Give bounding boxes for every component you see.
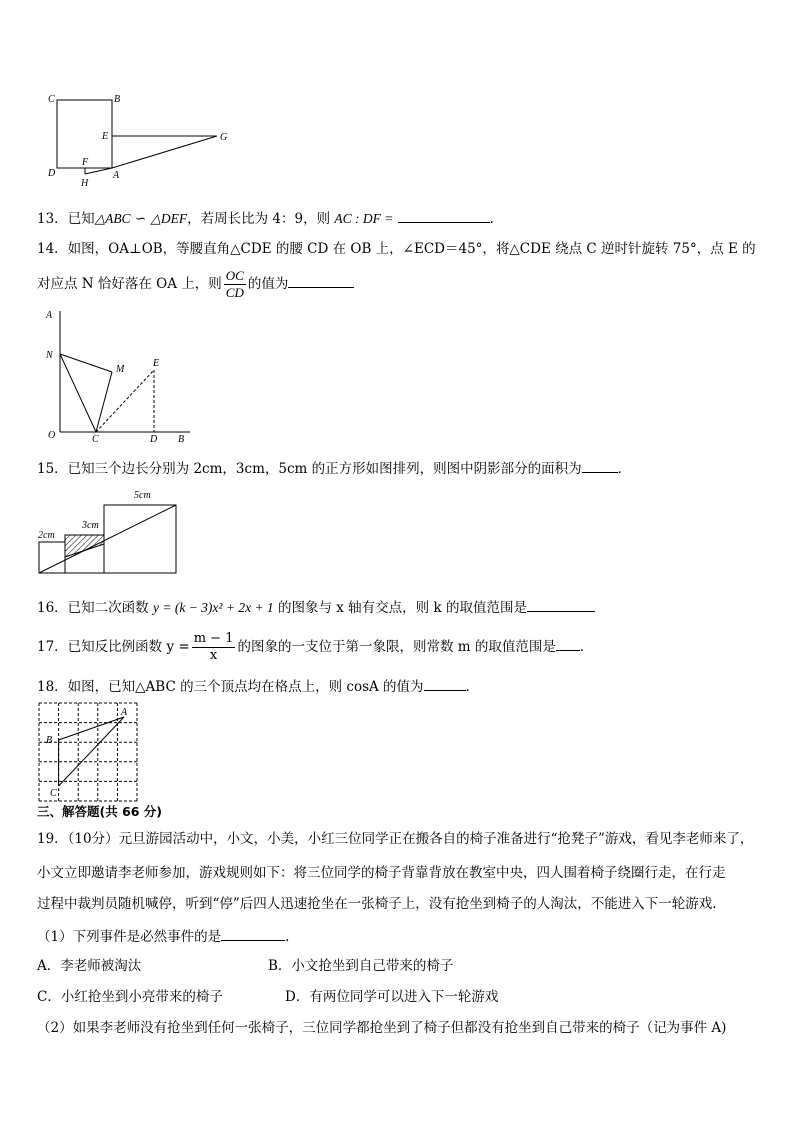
fig15-diagonal bbox=[39, 505, 176, 573]
fig14-label-o: O bbox=[48, 430, 56, 441]
q19-sub1-text: （1）下列事件是必然事件的是 bbox=[37, 929, 222, 945]
question-14-line2 bbox=[37, 264, 354, 304]
fig12-label-b: B bbox=[114, 94, 121, 105]
section-3-title: 三、解答题(共 66 分) bbox=[37, 804, 163, 819]
q17-pre: 17．已知反比例函数 y = bbox=[37, 639, 190, 655]
q15-text: 15．已知三个边长分别为 2cm，3cm，5cm 的正方形如图排列，则图中阴影部分的面积为 bbox=[37, 461, 582, 477]
q14-line2-pre: 对应点 N 恰好落在 OA 上，则 bbox=[37, 276, 222, 292]
q14-frac-num: OC bbox=[225, 268, 244, 283]
fig14-segment-nc bbox=[60, 354, 96, 432]
figure-q18 bbox=[36, 700, 141, 805]
fig15-label-5cm: 5cm bbox=[134, 490, 151, 501]
fig14-label-m: M bbox=[116, 364, 125, 375]
figure-q14 bbox=[40, 308, 200, 443]
fig12-label-h: H bbox=[81, 178, 89, 189]
question-17 bbox=[37, 626, 593, 668]
figure-q12 bbox=[40, 88, 240, 193]
q17-frac-num: m − 1 bbox=[193, 631, 234, 646]
question-19-line2: 小文立即邀请李老师参加，游戏规则如下：将三位同学的椅子背靠背放在教室中央，四人围着椅子绕圈行走，在行走 bbox=[37, 865, 726, 881]
q13-ratio: AC : DF = bbox=[334, 211, 394, 226]
fig12-segment-ha bbox=[85, 168, 112, 174]
question-19-option-a: A．李老师被淘汰 bbox=[37, 958, 142, 974]
q13-number: 13． bbox=[37, 211, 68, 227]
q17-answer-blank[interactable] bbox=[556, 636, 580, 651]
q18-end: ． bbox=[465, 679, 480, 695]
fig12-label-g: G bbox=[220, 132, 228, 143]
q15-end: ． bbox=[617, 461, 632, 477]
fig12-segment-ag bbox=[112, 136, 217, 168]
q15-answer-blank[interactable] bbox=[582, 458, 618, 473]
fig12-label-a: A bbox=[113, 170, 120, 181]
q16-formula: y = (k − 3)x² + 2x + 1 bbox=[152, 600, 274, 615]
question-19-option-c: C．小红抢坐到小亮带来的椅子 bbox=[37, 989, 223, 1005]
q17-fraction bbox=[192, 631, 236, 664]
q14-answer-blank[interactable] bbox=[288, 273, 354, 288]
fig14-segment-nm bbox=[60, 354, 112, 372]
fig14-label-d: D bbox=[150, 434, 158, 445]
question-14-line1: 14．如图，OA⊥OB，等腰直角△CDE 的腰 CD 在 OB 上，∠ECD＝45°，将△CDE 绕点 C 逆时针旋转 75°，点 E 的 bbox=[37, 241, 756, 257]
q19-sub1-answer-blank[interactable] bbox=[221, 926, 285, 941]
fig18-label-c: C bbox=[50, 788, 57, 799]
q17-end: ． bbox=[579, 639, 594, 655]
question-19-sub1: （1）下列事件是必然事件的是 . bbox=[37, 926, 289, 946]
fig15-square-2cm bbox=[39, 542, 65, 573]
fig18-side-ba bbox=[59, 717, 124, 740]
fig14-label-c: C bbox=[92, 434, 99, 445]
fig15-square-5cm bbox=[104, 505, 176, 573]
fig12-label-f: F bbox=[82, 157, 89, 168]
q16-pre: 16．已知二次函数 bbox=[37, 600, 149, 616]
q16-answer-blank[interactable] bbox=[527, 597, 595, 612]
q13-pre: 已知 bbox=[67, 211, 95, 227]
q13-sim: ∽ bbox=[130, 211, 151, 227]
fig18-label-b: B bbox=[46, 735, 53, 746]
fig14-label-e: E bbox=[153, 358, 160, 369]
fig14-label-n: N bbox=[46, 350, 53, 361]
fig12-label-c: C bbox=[48, 94, 55, 105]
question-18 bbox=[37, 676, 479, 696]
fig14-label-b: B bbox=[178, 434, 185, 445]
q13-tri1: △ABC bbox=[94, 211, 131, 226]
question-19-option-d: D．有两位同学可以进入下一轮游戏 bbox=[285, 989, 499, 1005]
q13-end: ． bbox=[489, 211, 504, 227]
fig15-label-3cm: 3cm bbox=[82, 520, 99, 531]
fig14-label-a: A bbox=[46, 310, 53, 321]
question-19-sub2: （2）如果李老师没有抢坐到任何一张椅子，三位同学都抢坐到了椅子但都没有抢坐到自己带来的椅子（记为事件 A) bbox=[37, 1020, 727, 1036]
question-19-line1: 19．（10分）元旦游园活动中，小文，小美，小红三位同学正在搬各自的椅子准备进行“抢凳子”游戏，看见李老师来了， bbox=[37, 831, 754, 847]
question-19-option-b: B．小文抢坐到自己带来的椅子 bbox=[268, 958, 454, 974]
q18-text: 18．如图，已知△ABC 的三个顶点均在格点上，则 cosA 的值为 bbox=[37, 679, 424, 695]
q14-line2-post: 的值为 bbox=[247, 276, 289, 292]
fig18-label-a: A bbox=[121, 707, 128, 718]
fig15-shaded-region bbox=[65, 535, 104, 557]
question-16 bbox=[37, 597, 595, 617]
question-19-line3: 过程中裁判员随机喊停，听到“停”后四人迅速抢坐在一张椅子上，没有抢坐到椅子的人淘汰，不能进入下一轮游戏. bbox=[37, 896, 717, 912]
q14-frac-den: CD bbox=[225, 285, 244, 300]
fig15-label-2cm: 2cm bbox=[38, 530, 55, 541]
fig12-label-e: E bbox=[102, 131, 109, 142]
q13-answer-blank[interactable] bbox=[398, 208, 490, 223]
q16-post: 的图象与 x 轴有交点，则 k 的取值范围是 bbox=[277, 600, 527, 616]
q13-tri2: △DEF bbox=[150, 211, 188, 226]
fig18-side-ca bbox=[59, 717, 124, 786]
q18-answer-blank[interactable] bbox=[424, 676, 466, 691]
q17-post: 的图象的一支位于第一象限，则常数 m 的取值范围是 bbox=[237, 639, 556, 655]
question-13 bbox=[37, 208, 503, 228]
q17-frac-den: x bbox=[209, 648, 218, 663]
q13-mid: ，若周长比为 4：9，则 bbox=[187, 211, 331, 227]
q14-fraction bbox=[224, 268, 246, 301]
fig12-label-d: D bbox=[48, 168, 56, 179]
figure-q15 bbox=[36, 484, 186, 579]
question-15 bbox=[37, 458, 631, 478]
